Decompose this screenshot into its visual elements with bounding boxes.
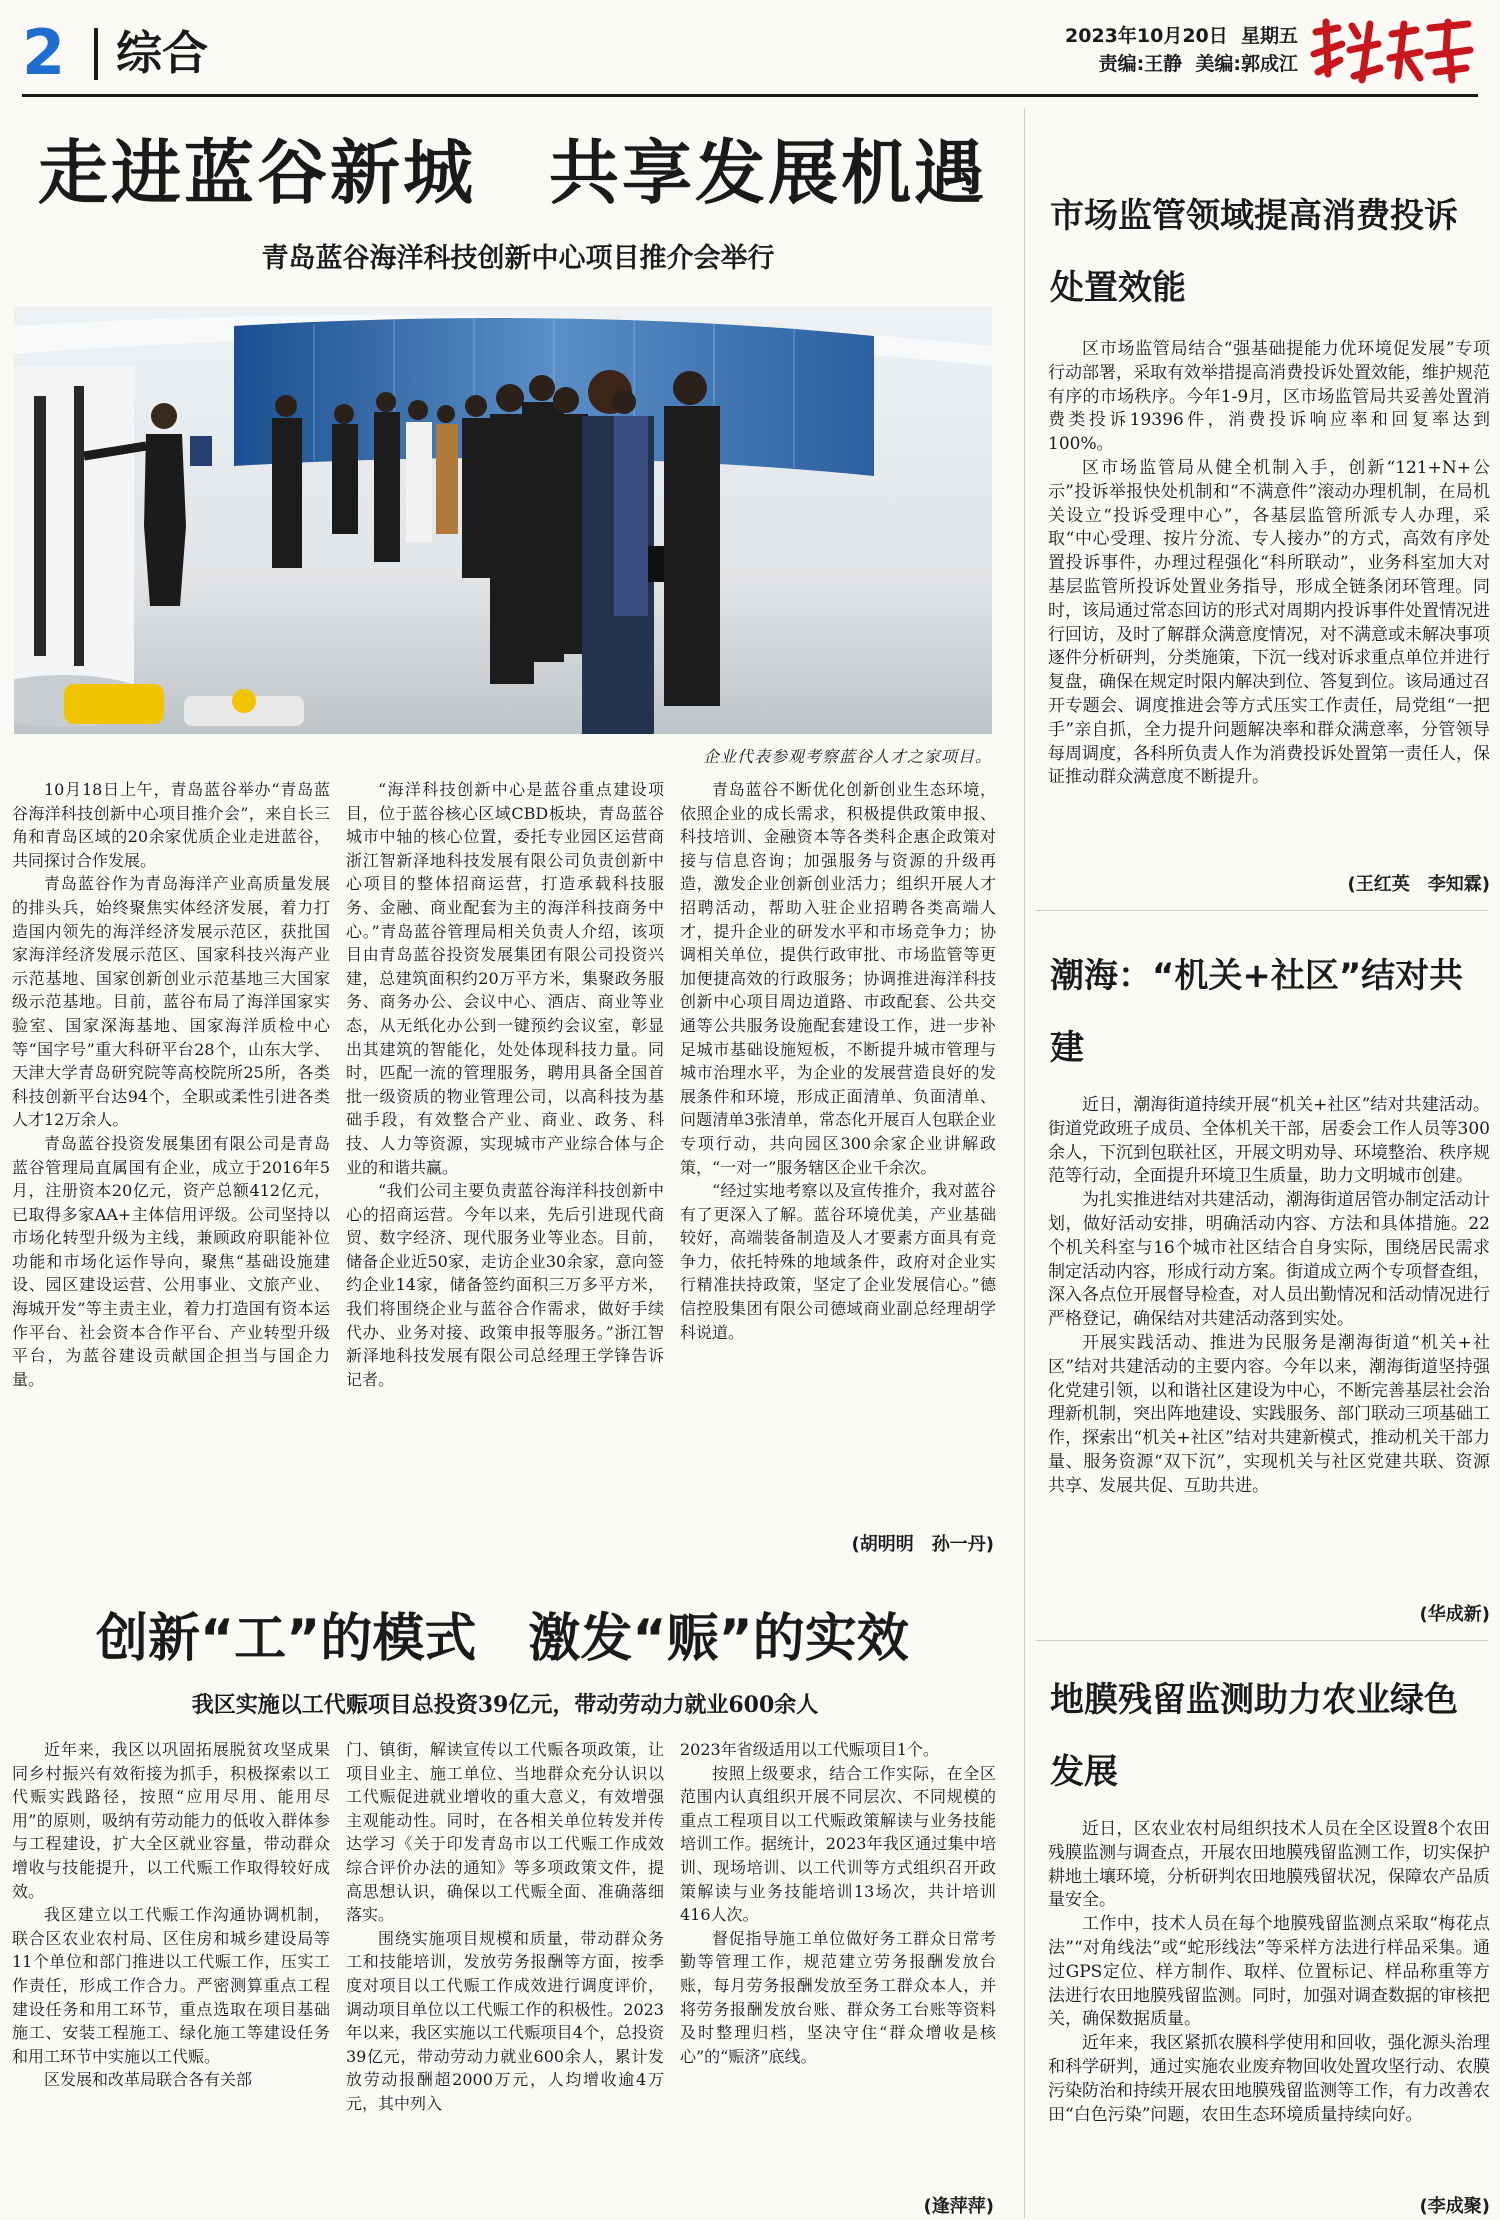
paragraph: “我们公司主要负责蓝谷海洋科技创新中心的招商运营。今年以来，先后引进现代商贸、数字经济、现代服务业等业态。目前，储备企业近50家，走访企业30余家，意向签约企业14家，储备签约面积三万多平方米，我们将围绕企业与蓝谷合作需求，做好手续代办、业务对接、政策申报等服务。”浙江智新泽地科技发展有限公司总经理王学锋告诉记者。 xyxy=(346,1181,664,1389)
paragraph: 近日，潮海街道持续开展“机关+社区”结对共建活动。街道党政班子成员、全体机关干部，居委会工作人员等300余人，下沉到包联社区，开展文明劝导、环境整治、秩序规范等行动，全面提升环境卫生质量，助力文明城市创建。 xyxy=(1048,1095,1490,1187)
exhibition-hall-photo xyxy=(14,306,992,734)
section-name: 综合 xyxy=(116,26,208,80)
paragraph: 近日，区农业农村局组织技术人员在全区设置8个农田残膜监测与调查点，开展农田地膜残留监测工作，切实保护耕地土壤环境，分析研判农田地膜残留状况，保障农产品质量安全。 xyxy=(1048,1819,1490,1911)
sidebar-separator xyxy=(1036,1640,1488,1641)
sidebar-story-3 xyxy=(1048,1818,1490,2190)
date-line: 2023年10月20日 星期五 xyxy=(1065,25,1298,47)
paragraph: “海洋科技创新中心是蓝谷重点建设项目，位于蓝谷核心区域CBD板块，青岛蓝谷城市中轴的核心位置，委托专业园区运营商浙江智新泽地科技发展有限公司负责创新中心项目的整体招商运营，打造承载科技服务、金融、商业配套为主的海洋科技商务中心。”青岛蓝谷管理局相关负责人介绍，该项目由青岛蓝谷投资发展集团有限公司投资兴建，总建筑面积约20万平方米，集聚政务服务、商务办公、会议中心、酒店、商业等业态，从无纸化办公到一键预约会议室，彰显出其建筑的智能化，处处体现科技力量。同时，匹配一流的管理服务，聘用具备全国首批一级资质的物业管理公司，以高科技为基础手段，有效整合产业、商业、政务、科技、人力等资源，实现城市产业综合体与企业的和谐共赢。 xyxy=(346,780,664,1177)
editors-line: 责编:王静 美编:郭成江 xyxy=(1098,53,1298,75)
paragraph: 围绕实施项目规模和质量，带动群众务工和技能培训，发放劳务报酬等方面，按季度对项目以工代赈工作成效进行调度评价，调动项目单位以工代赈工作的积极性。2023年以来，我区实施以工代赈项目4个，总投资39亿元，带动劳动力就业600余人，累计发放劳动报酬超2000万元，人均增收逾4万元，其中列入 xyxy=(346,1928,664,2113)
sidebar-byline-1: (王红英 李知霖) xyxy=(1347,874,1490,895)
second-headline: 创新“工”的模式 激发“赈”的实效 xyxy=(96,1609,909,1669)
photo-caption: 企业代表参观考察蓝谷人才之家项目。 xyxy=(702,747,992,766)
masthead-rule xyxy=(22,94,1478,97)
paragraph: 2023年省级适用以工代赈项目1个。 xyxy=(680,1740,939,1759)
lead-subheadline: 青岛蓝谷海洋科技创新中心项目推介会举行 xyxy=(261,243,775,274)
rail-divider xyxy=(1024,108,1025,2218)
paragraph: 按照上级要求，结合工作实际，在全区范围内认真组织开展不同层次、不同规模的重点工程项目以工代赈政策解读与业务技能培训工作。据统计，2023年我区通过集中培训、现场培训、以工代训等方式组织召开政策解读与业务技能培训13场次，共计培训416人次。 xyxy=(680,1763,996,1925)
second-column-3 xyxy=(680,1738,996,2188)
paragraph: 工作中，技术人员在每个地膜残留监测点采取“梅花点法”“对角线法”或“蛇形线法”等采样方法进行样品采集。通过GPS定位、样方制作、取样、位置标记、样品称重等方法进行农田地膜残留监测。同时，加强对调查数据的审核把关，确保数据质量。 xyxy=(1048,1914,1490,2030)
lead-headline: 走进蓝谷新城 共享发展机遇 xyxy=(38,132,987,214)
sidebar-byline-3: (李成聚) xyxy=(1419,2196,1490,2217)
paragraph: 督促指导施工单位做好务工群众日常考勤等管理工作，规范建立劳务报酬发放台账，每月劳务报酬发放至务工群众本人，并将劳务报酬发放台账、群众务工台账等资料及时整理归档，坚决守住“群众增收是核心”的“赈济”底线。 xyxy=(680,1928,996,2066)
paragraph: 区发展和改革局联合各有关部 xyxy=(44,2070,253,2090)
paragraph: 近年来，我区紧抓农膜科学使用和回收，强化源头治理和科学研判，通过实施农业废弃物回收处置攻坚行动、农膜污染防治和持续开展农田地膜残留监测等工作，有力改善农田“白色污染”问题，农田生态环境质量持续向好。 xyxy=(1048,2033,1490,2125)
second-column-2 xyxy=(346,1738,664,2214)
paragraph: 青岛蓝谷不断优化创新创业生态环境，依照企业的成长需求，积极提供政策申报、科技培训、金融资本等各类科企惠企政策对接与信息咨询；加强服务与资源的升级再造，激发企业创新创业活力；组织开展人才招聘活动，帮助入驻企业招聘各类高端人才，提升企业的研发水平和市场竞争力；协调相关单位，提供行政审批、市场监管等更加便捷高效的行政服务；协调推进海洋科技创新中心项目周边道路、市政配套、公共交通等公共服务设施配套建设工作，进一步补足城市基础设施短板，不断提升城市管理与城市治理水平，为企业的发展营造良好的发展条件和环境，形成正面清单、负面清单、问题清单3张清单，常态化开展百人包联企业专项行动，共向园区300余家企业讲解政策，“一对一”服务辖区企业千余次。 xyxy=(680,780,996,1177)
paragraph: 青岛蓝谷作为青岛海洋产业高质量发展的排头兵，始终聚焦实体经济发展，着力打造国内领先的海洋经济发展示范区，获批国家海洋经济发展示范区、国家科技兴海产业示范基地、国家创新创业示范基地三大国家级示范基地。目前，蓝谷布局了海洋国家实验室、国家深海基地、国家海洋质检中心等“国字号”重大科研平台28个，山东大学、天津大学青岛研究院等高校院所25所，各类科技创新平台达94个，全职或柔性引进各类人才12万余人。 xyxy=(12,874,330,1130)
sidebar-separator xyxy=(1036,910,1488,911)
sidebar-headline-1: 市场监管领域提高消费投诉处置效能 xyxy=(1050,196,1458,308)
sidebar-story-2 xyxy=(1048,1094,1490,1594)
masthead-meta xyxy=(1038,22,1298,78)
newspaper-logo xyxy=(1308,14,1476,88)
second-byline: (逢萍萍) xyxy=(923,2196,994,2217)
paragraph: 区市场监管局从健全机制入手，创新“121+N+公示”投诉举报快处机制和“不满意件”滚动办理机制，在局机关设立“投诉受理中心”，各基层监管所派专人办理，采取“中心受理、按片分流、专人接办”的方式，高效有序处置投诉事件，办理过程强化“科所联动”，业务科室加大对基层监管所投诉处置业务指导，形成全链条闭环管理。同时，该局通过常态回访的形式对周期内投诉事件处置情况进行回访，及时了解群众满意度情况，对不满意或未解决事项逐件分析研判，分类施策，下沉一线对诉求重点单位并进行复盘，确保在规定时限内解决到位、答复到位。该局通过召开专题会、调度推进会等方式压实工作责任，局党组“一把手”亲自抓，全力提升问题解决率和群众满意率，分管领导每周调度，各科所负责人作为消费投诉处置第一责任人，保证推动群众满意度不断提升。 xyxy=(1048,457,1490,788)
lead-photo xyxy=(14,306,992,734)
sidebar-story-1 xyxy=(1048,338,1490,868)
page-number: 2 xyxy=(22,16,66,89)
paragraph: 近年来，我区以巩固拓展脱贫攻坚成果同乡村振兴有效衔接为抓手，积极探索以工代赈实践路径，按照“应用尽用、能用尽用”的原则，吸纳有劳动能力的低收入群体参与工程建设，扩大全区就业容量，带动群众增收与技能提升，以工代赈工作取得较好成效。 xyxy=(12,1740,330,1901)
paragraph: 我区建立以工代赈工作沟通协调机制，联合区农业农村局、区住房和城乡建设局等11个单位和部门推进以工代赈工作，压实工作责任，形成工作合力。严密测算重点工程建设任务和用工环节，重点选取在项目基础施工、安装工程施工、绿化施工等建设任务和用工环节中实施以工代赈。 xyxy=(12,1905,330,2066)
paragraph: 为扎实推进结对共建活动，潮海街道居管办制定活动计划，做好活动安排，明确活动内容、方法和具体措施。22个机关科室与16个城市社区结合自身实际，围绕居民需求制定活动内容，形成行动方案。街道成立两个专项督查组，深入各点位开展督导检查，对人员出勤情况和活动情况进行严格登记，确保结对共建活动落到实处。 xyxy=(1048,1190,1490,1330)
paragraph: 青岛蓝谷投资发展集团有限公司是青岛蓝谷管理局直属国有企业，成立于2016年5月，注册资本20亿元，资产总额412亿元，已取得多家AA+主体信用评级。公司坚持以市场化转型升级为主线，兼顾政府职能补位功能和市场化运作导向，聚焦“基础设施建设、园区建设运营、公用事业、文旅产业、海城开发”等主责主业，着力打造国有资本运作平台、社会资本合作平台、产业转型升级平台，为蓝谷建设贡献国企担当与国企力量。 xyxy=(12,1133,330,1389)
paragraph: 区市场监管局结合“强基础提能力优环境促发展”专项行动部署，采取有效举措提高消费投诉处置效能，维护规范有序的市场秩序。今年1-9月，区市场监管局共妥善处置消费类投诉19396件，消费投诉响应率和回复率达到100%。 xyxy=(1048,339,1490,455)
paragraph: 10月18日上午，青岛蓝谷举办“青岛蓝谷海洋科技创新中心项目推介会”，来自长三角和青岛区域的20余家优质企业走进蓝谷，共同探讨合作发展。 xyxy=(12,780,330,870)
lead-column-3 xyxy=(680,778,996,1523)
sidebar-headline-3: 地膜残留监测助力农业绿色发展 xyxy=(1050,1680,1458,1792)
masthead-divider xyxy=(94,28,98,80)
paragraph: 门、镇街，解读宣传以工代赈各项政策，让项目业主、施工单位、当地群众充分认识以工代赈促进就业增收的重大意义，有效增强主观能动性。同时，在各相关单位转发并传达学习《关于印发青岛市以工代赈工作成效综合评价办法的通知》等多项政策文件，提高思想认识，确保以工代赈全面、准确落细落实。 xyxy=(346,1740,664,1925)
lead-column-1 xyxy=(12,778,330,1548)
paragraph: “经过实地考察以及宣传推介，我对蓝谷有了更深入了解。蓝谷环境优美，产业基础较好，高端装备制造及人才要素方面具有竞争力，依托特殊的地域条件，政府对企业实行精准扶持政策，坚定了企业发展信心。”德信控股集团有限公司德域商业副总经理胡学科说道。 xyxy=(680,1181,996,1342)
sidebar-byline-2: (华成新) xyxy=(1419,1604,1490,1625)
second-subheadline: 我区实施以工代赈项目总投资39亿元，带动劳动力就业600余人 xyxy=(191,1692,819,1718)
sidebar-headline-2: 潮海：“机关+社区”结对共建 xyxy=(1050,956,1464,1068)
masthead xyxy=(22,14,1478,92)
lead-byline: (胡明明 孙一丹) xyxy=(851,1534,994,1555)
paragraph: 开展实践活动、推进为民服务是潮海街道“机关+社区”结对共建活动的主要内容。今年以来，潮海街道坚持强化党建引领，以和谐社区建设为中心，不断完善基层社会治理新机制，突出阵地建设、实践服务、部门联动三项基础工作，探索出“机关+社区”结对共建新模式，推动机关干部力量、服务资源“双下沉”，实现机关与社区党建共联、资源共享、发展共促、互助共进。 xyxy=(1048,1332,1490,1496)
second-column-1 xyxy=(12,1738,330,2214)
lead-column-2 xyxy=(346,778,664,1548)
